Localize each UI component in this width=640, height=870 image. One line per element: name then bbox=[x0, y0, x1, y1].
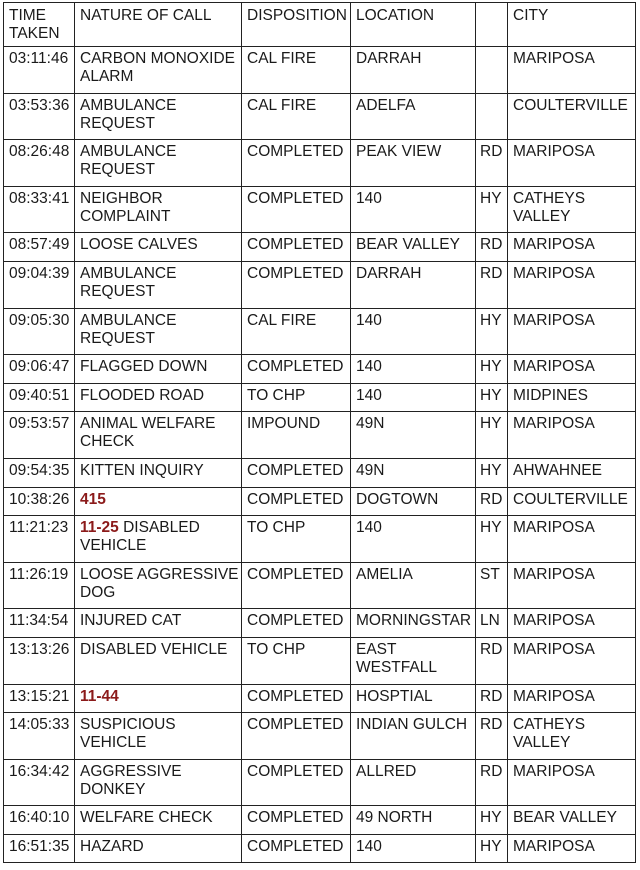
nature-text: LOOSE AGGRESSIVE DOG bbox=[80, 565, 239, 601]
street-suffix-cell: HY bbox=[476, 355, 508, 384]
table-row bbox=[4, 308, 636, 355]
table-row bbox=[4, 637, 636, 684]
location-cell: ALLRED bbox=[351, 759, 476, 806]
call-code: 11-44 bbox=[80, 687, 119, 705]
time-cell: 11:21:23 bbox=[4, 516, 75, 563]
street-suffix-cell: ST bbox=[476, 562, 508, 609]
disposition-cell: CAL FIRE bbox=[242, 308, 351, 355]
city-cell: MARIPOSA bbox=[508, 355, 636, 384]
city-cell: MARIPOSA bbox=[508, 308, 636, 355]
city-cell: MARIPOSA bbox=[508, 47, 636, 94]
city-cell: MARIPOSA bbox=[508, 562, 636, 609]
street-suffix-cell: RD bbox=[476, 140, 508, 187]
city-cell: COULTERVILLE bbox=[508, 93, 636, 140]
table-row bbox=[4, 355, 636, 384]
location-cell: MORNINGSTAR bbox=[351, 609, 476, 638]
disposition-cell: COMPLETED bbox=[242, 233, 351, 262]
table-row bbox=[4, 834, 636, 863]
time-cell: 08:57:49 bbox=[4, 233, 75, 262]
table-row bbox=[4, 261, 636, 308]
time-cell: 09:54:35 bbox=[4, 458, 75, 487]
location-cell: ADELFA bbox=[351, 93, 476, 140]
disposition-cell: COMPLETED bbox=[242, 806, 351, 835]
city-cell: MARIPOSA bbox=[508, 412, 636, 459]
header-city: CITY bbox=[508, 3, 636, 47]
disposition-cell: COMPLETED bbox=[242, 759, 351, 806]
time-cell: 13:15:21 bbox=[4, 684, 75, 713]
city-cell: MARIPOSA bbox=[508, 140, 636, 187]
location-cell: AMELIA bbox=[351, 562, 476, 609]
city-cell: MARIPOSA bbox=[508, 516, 636, 563]
city-cell: MARIPOSA bbox=[508, 261, 636, 308]
header-disposition: DISPOSITION bbox=[242, 3, 351, 47]
time-cell: 14:05:33 bbox=[4, 713, 75, 760]
city-cell: CATHEYS VALLEY bbox=[508, 186, 636, 233]
nature-cell bbox=[75, 458, 242, 487]
disposition-cell: CAL FIRE bbox=[242, 47, 351, 94]
disposition-cell: TO CHP bbox=[242, 383, 351, 412]
time-cell: 03:53:36 bbox=[4, 93, 75, 140]
disposition-cell: COMPLETED bbox=[242, 458, 351, 487]
nature-text: AMBULANCE REQUEST bbox=[80, 96, 177, 132]
location-cell: PEAK VIEW bbox=[351, 140, 476, 187]
nature-cell bbox=[75, 609, 242, 638]
nature-text: AMBULANCE REQUEST bbox=[80, 311, 177, 347]
street-suffix-cell: HY bbox=[476, 516, 508, 563]
nature-text: WELFARE CHECK bbox=[80, 809, 213, 827]
table-row bbox=[4, 93, 636, 140]
nature-text: LOOSE CALVES bbox=[80, 236, 198, 254]
table-row bbox=[4, 684, 636, 713]
street-suffix-cell: HY bbox=[476, 383, 508, 412]
nature-text: FLAGGED DOWN bbox=[80, 358, 208, 376]
nature-cell bbox=[75, 308, 242, 355]
location-cell: 49N bbox=[351, 412, 476, 459]
header-row bbox=[4, 3, 636, 47]
location-cell: 140 bbox=[351, 186, 476, 233]
table-row bbox=[4, 759, 636, 806]
header-location: LOCATION bbox=[351, 3, 476, 47]
table-row bbox=[4, 487, 636, 516]
city-cell: MARIPOSA bbox=[508, 637, 636, 684]
location-cell: 140 bbox=[351, 516, 476, 563]
disposition-cell: COMPLETED bbox=[242, 562, 351, 609]
time-cell: 09:40:51 bbox=[4, 383, 75, 412]
time-cell: 16:40:10 bbox=[4, 806, 75, 835]
location-cell: DOGTOWN bbox=[351, 487, 476, 516]
table-row bbox=[4, 412, 636, 459]
nature-cell bbox=[75, 186, 242, 233]
time-cell: 11:26:19 bbox=[4, 562, 75, 609]
location-cell: HOSPTIAL bbox=[351, 684, 476, 713]
table-row bbox=[4, 516, 636, 563]
nature-text: INJURED CAT bbox=[80, 612, 182, 630]
table-row bbox=[4, 140, 636, 187]
city-cell: COULTERVILLE bbox=[508, 487, 636, 516]
nature-text: FLOODED ROAD bbox=[80, 386, 205, 404]
city-cell: MARIPOSA bbox=[508, 233, 636, 262]
street-suffix-cell: LN bbox=[476, 609, 508, 638]
location-cell: 140 bbox=[351, 383, 476, 412]
location-cell: DARRAH bbox=[351, 47, 476, 94]
nature-cell bbox=[75, 383, 242, 412]
nature-cell bbox=[75, 140, 242, 187]
location-cell: 49N bbox=[351, 458, 476, 487]
disposition-cell: IMPOUND bbox=[242, 412, 351, 459]
street-suffix-cell: HY bbox=[476, 308, 508, 355]
disposition-cell: COMPLETED bbox=[242, 684, 351, 713]
disposition-cell: COMPLETED bbox=[242, 355, 351, 384]
location-cell: DARRAH bbox=[351, 261, 476, 308]
nature-text: ANIMAL WELFARE CHECK bbox=[80, 415, 216, 451]
street-suffix-cell: RD bbox=[476, 487, 508, 516]
street-suffix-cell bbox=[476, 47, 508, 94]
time-cell: 10:38:26 bbox=[4, 487, 75, 516]
street-suffix-cell: RD bbox=[476, 713, 508, 760]
disposition-cell: TO CHP bbox=[242, 637, 351, 684]
nature-text: CARBON MONOXIDE ALARM bbox=[80, 50, 236, 85]
street-suffix-cell: RD bbox=[476, 261, 508, 308]
nature-text: DISABLED VEHICLE bbox=[80, 640, 228, 658]
call-code: 415 bbox=[80, 490, 106, 508]
nature-cell bbox=[75, 355, 242, 384]
time-cell: 13:13:26 bbox=[4, 637, 75, 684]
header-nature: NATURE OF CALL bbox=[75, 3, 242, 47]
nature-cell bbox=[75, 487, 242, 516]
street-suffix-cell: RD bbox=[476, 637, 508, 684]
city-cell: MARIPOSA bbox=[508, 684, 636, 713]
time-cell: 09:04:39 bbox=[4, 261, 75, 308]
city-cell: MIDPINES bbox=[508, 383, 636, 412]
table-row bbox=[4, 458, 636, 487]
table-row bbox=[4, 186, 636, 233]
disposition-cell: COMPLETED bbox=[242, 140, 351, 187]
city-cell: MARIPOSA bbox=[508, 834, 636, 863]
street-suffix-cell bbox=[476, 93, 508, 140]
nature-cell bbox=[75, 806, 242, 835]
city-cell: MARIPOSA bbox=[508, 609, 636, 638]
city-cell: BEAR VALLEY bbox=[508, 806, 636, 835]
header-time: TIME TAKEN bbox=[4, 3, 75, 47]
nature-cell bbox=[75, 713, 242, 760]
city-cell: MARIPOSA bbox=[508, 759, 636, 806]
street-suffix-cell: RD bbox=[476, 759, 508, 806]
table-row bbox=[4, 47, 636, 94]
street-suffix-cell: HY bbox=[476, 834, 508, 863]
street-suffix-cell: HY bbox=[476, 806, 508, 835]
table-row bbox=[4, 806, 636, 835]
disposition-cell: COMPLETED bbox=[242, 834, 351, 863]
table-row bbox=[4, 609, 636, 638]
time-cell: 09:53:57 bbox=[4, 412, 75, 459]
nature-text: SUSPICIOUS VEHICLE bbox=[80, 716, 176, 752]
time-cell: 08:26:48 bbox=[4, 140, 75, 187]
call-code: 11-25 bbox=[80, 519, 119, 537]
location-cell: 140 bbox=[351, 308, 476, 355]
disposition-cell: COMPLETED bbox=[242, 261, 351, 308]
nature-cell bbox=[75, 684, 242, 713]
nature-text: AMBULANCE REQUEST bbox=[80, 264, 177, 300]
time-cell: 09:05:30 bbox=[4, 308, 75, 355]
nature-cell bbox=[75, 261, 242, 308]
nature-cell bbox=[75, 516, 242, 563]
location-cell: INDIAN GULCH bbox=[351, 713, 476, 760]
location-cell: EAST WESTFALL bbox=[351, 637, 476, 684]
disposition-cell: COMPLETED bbox=[242, 186, 351, 233]
street-suffix-cell: HY bbox=[476, 412, 508, 459]
nature-cell bbox=[75, 637, 242, 684]
nature-cell bbox=[75, 47, 242, 94]
table-row bbox=[4, 562, 636, 609]
nature-cell bbox=[75, 562, 242, 609]
table-row bbox=[4, 713, 636, 760]
table-row bbox=[4, 233, 636, 262]
header-suffix bbox=[476, 3, 508, 47]
nature-cell bbox=[75, 233, 242, 262]
time-cell: 09:06:47 bbox=[4, 355, 75, 384]
nature-text: AMBULANCE REQUEST bbox=[80, 143, 177, 179]
disposition-cell: CAL FIRE bbox=[242, 93, 351, 140]
nature-cell bbox=[75, 834, 242, 863]
nature-text: NEIGHBOR COMPLAINT bbox=[80, 189, 171, 225]
disposition-cell: TO CHP bbox=[242, 516, 351, 563]
city-cell: CATHEYS VALLEY bbox=[508, 713, 636, 760]
time-cell: 16:51:35 bbox=[4, 834, 75, 863]
nature-cell bbox=[75, 759, 242, 806]
disposition-cell: COMPLETED bbox=[242, 609, 351, 638]
nature-text: HAZARD bbox=[80, 837, 144, 855]
street-suffix-cell: HY bbox=[476, 186, 508, 233]
nature-cell bbox=[75, 93, 242, 140]
location-cell: 140 bbox=[351, 834, 476, 863]
nature-text: KITTEN INQUIRY bbox=[80, 461, 204, 479]
location-cell: 49 NORTH bbox=[351, 806, 476, 835]
location-cell: BEAR VALLEY bbox=[351, 233, 476, 262]
city-cell: AHWAHNEE bbox=[508, 458, 636, 487]
time-cell: 16:34:42 bbox=[4, 759, 75, 806]
time-cell: 08:33:41 bbox=[4, 186, 75, 233]
location-cell: 140 bbox=[351, 355, 476, 384]
street-suffix-cell: RD bbox=[476, 684, 508, 713]
disposition-cell: COMPLETED bbox=[242, 713, 351, 760]
street-suffix-cell: HY bbox=[476, 458, 508, 487]
nature-text: AGGRESSIVE DONKEY bbox=[80, 762, 182, 798]
disposition-cell: COMPLETED bbox=[242, 487, 351, 516]
time-cell: 11:34:54 bbox=[4, 609, 75, 638]
nature-cell bbox=[75, 412, 242, 459]
nature-text: DISABLED VEHICLE bbox=[80, 519, 200, 555]
street-suffix-cell: RD bbox=[476, 233, 508, 262]
time-cell: 03:11:46 bbox=[4, 47, 75, 94]
table-row bbox=[4, 383, 636, 412]
call-log-table bbox=[3, 2, 636, 863]
